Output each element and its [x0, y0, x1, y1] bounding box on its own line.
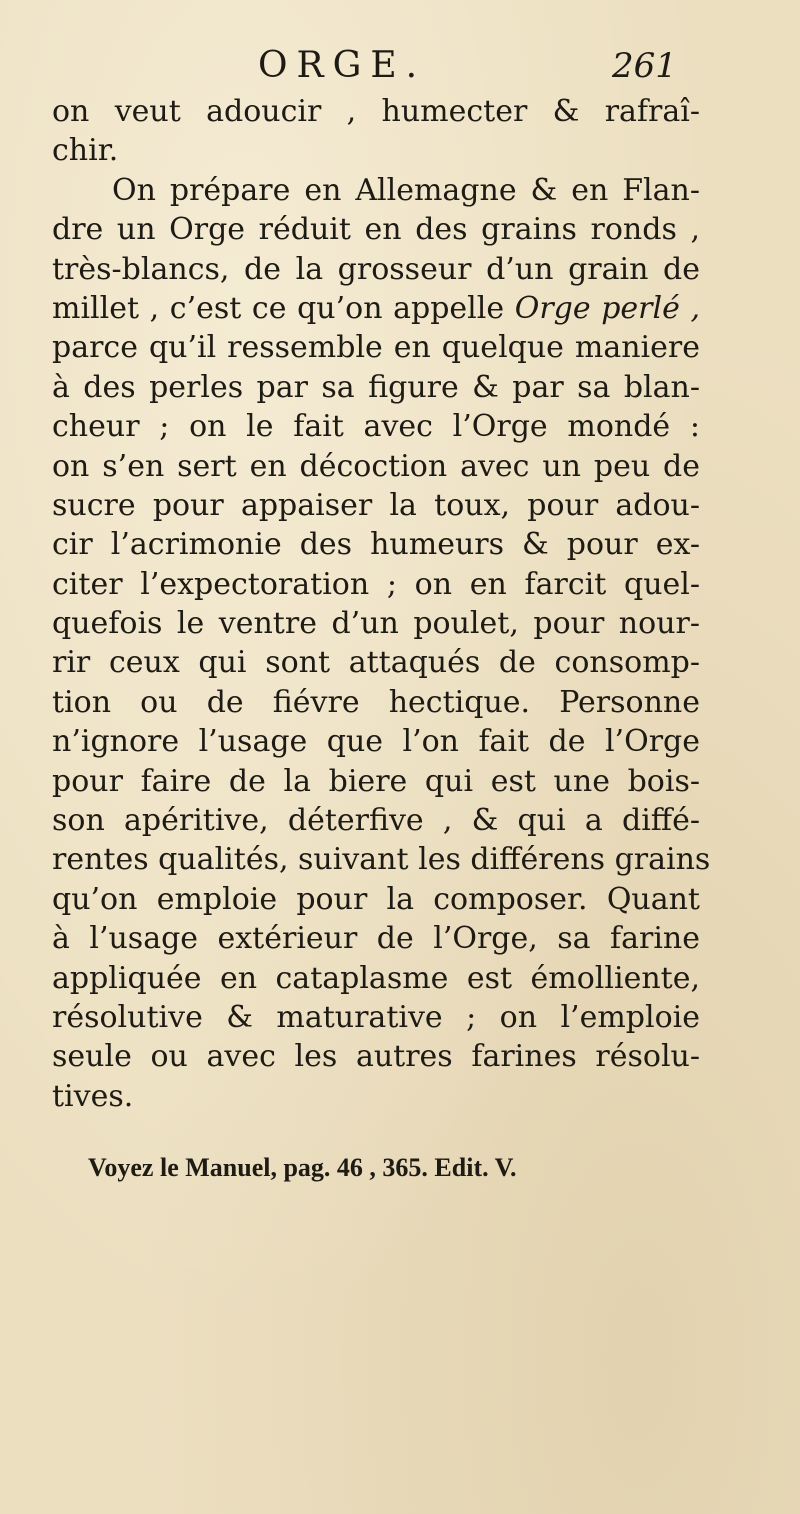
text-run: millet , c’est ce qu’on appelle	[52, 290, 515, 326]
text-line: qu’on emploie pour la composer. Quant	[52, 881, 700, 917]
text-line: on s’en sert en décoction avec un peu de	[52, 448, 700, 484]
text-line: sucre pour appaiser la toux, pour adou-	[52, 487, 700, 523]
footnote-reference: Voyez le Manuel, pag. 46 , 365. Edit. V.	[88, 1153, 517, 1182]
text-line: pour faire de la biere qui est une bois-	[52, 763, 700, 799]
text-line: chir.	[52, 133, 119, 169]
text-line: On prépare en Allemagne & en Flan-	[112, 172, 700, 208]
text-line: quefois le ventre d’un poulet, pour nour-	[52, 606, 700, 642]
text-line-with-italic	[52, 289, 700, 328]
page-number: 261	[612, 46, 677, 86]
text-line: à des perles par sa figure & par sa blan-	[52, 369, 700, 405]
text-line: rentes qualités, suivant les différens grains	[52, 842, 711, 878]
text-line: résolutive & maturative ; on l’emploie	[52, 999, 700, 1035]
text-line: citer l’expectoration ; on en farcit quel-	[52, 566, 700, 602]
italic-term: Orge perlé ,	[514, 290, 700, 326]
text-line: parce qu’il ressemble en quelque maniere	[52, 330, 700, 366]
running-head: ORGE.	[258, 45, 427, 86]
text-line: seule ou avec les autres farines résolu-	[52, 1039, 700, 1075]
text-line: cheur ; on le fait avec l’Orge mondé :	[52, 409, 700, 445]
text-line: tives.	[52, 1078, 134, 1114]
text-line: dre un Orge réduit en des grains ronds ,	[52, 212, 700, 248]
text-line: à l’usage extérieur de l’Orge, sa farine	[52, 921, 700, 957]
text-line: appliquée en cataplasme est émolliente,	[52, 960, 700, 996]
body-text	[52, 92, 711, 1116]
text-line: cir l’acrimonie des humeurs & pour ex-	[52, 527, 700, 563]
page-header	[0, 44, 800, 88]
text-line: rir ceux qui sont attaqués de consomp-	[52, 645, 700, 681]
text-line: tion ou de fiévre hectique. Personne	[52, 684, 700, 720]
text-line: n’ignore l’usage que l’on fait de l’Orge	[52, 724, 700, 760]
text-line: son apéritive, déterfive , & qui a diffé-	[52, 803, 700, 839]
text-line: très-blancs, de la grosseur d’un grain de	[52, 251, 700, 287]
text-line: on veut adoucir , humecter & rafraî-	[52, 94, 700, 129]
